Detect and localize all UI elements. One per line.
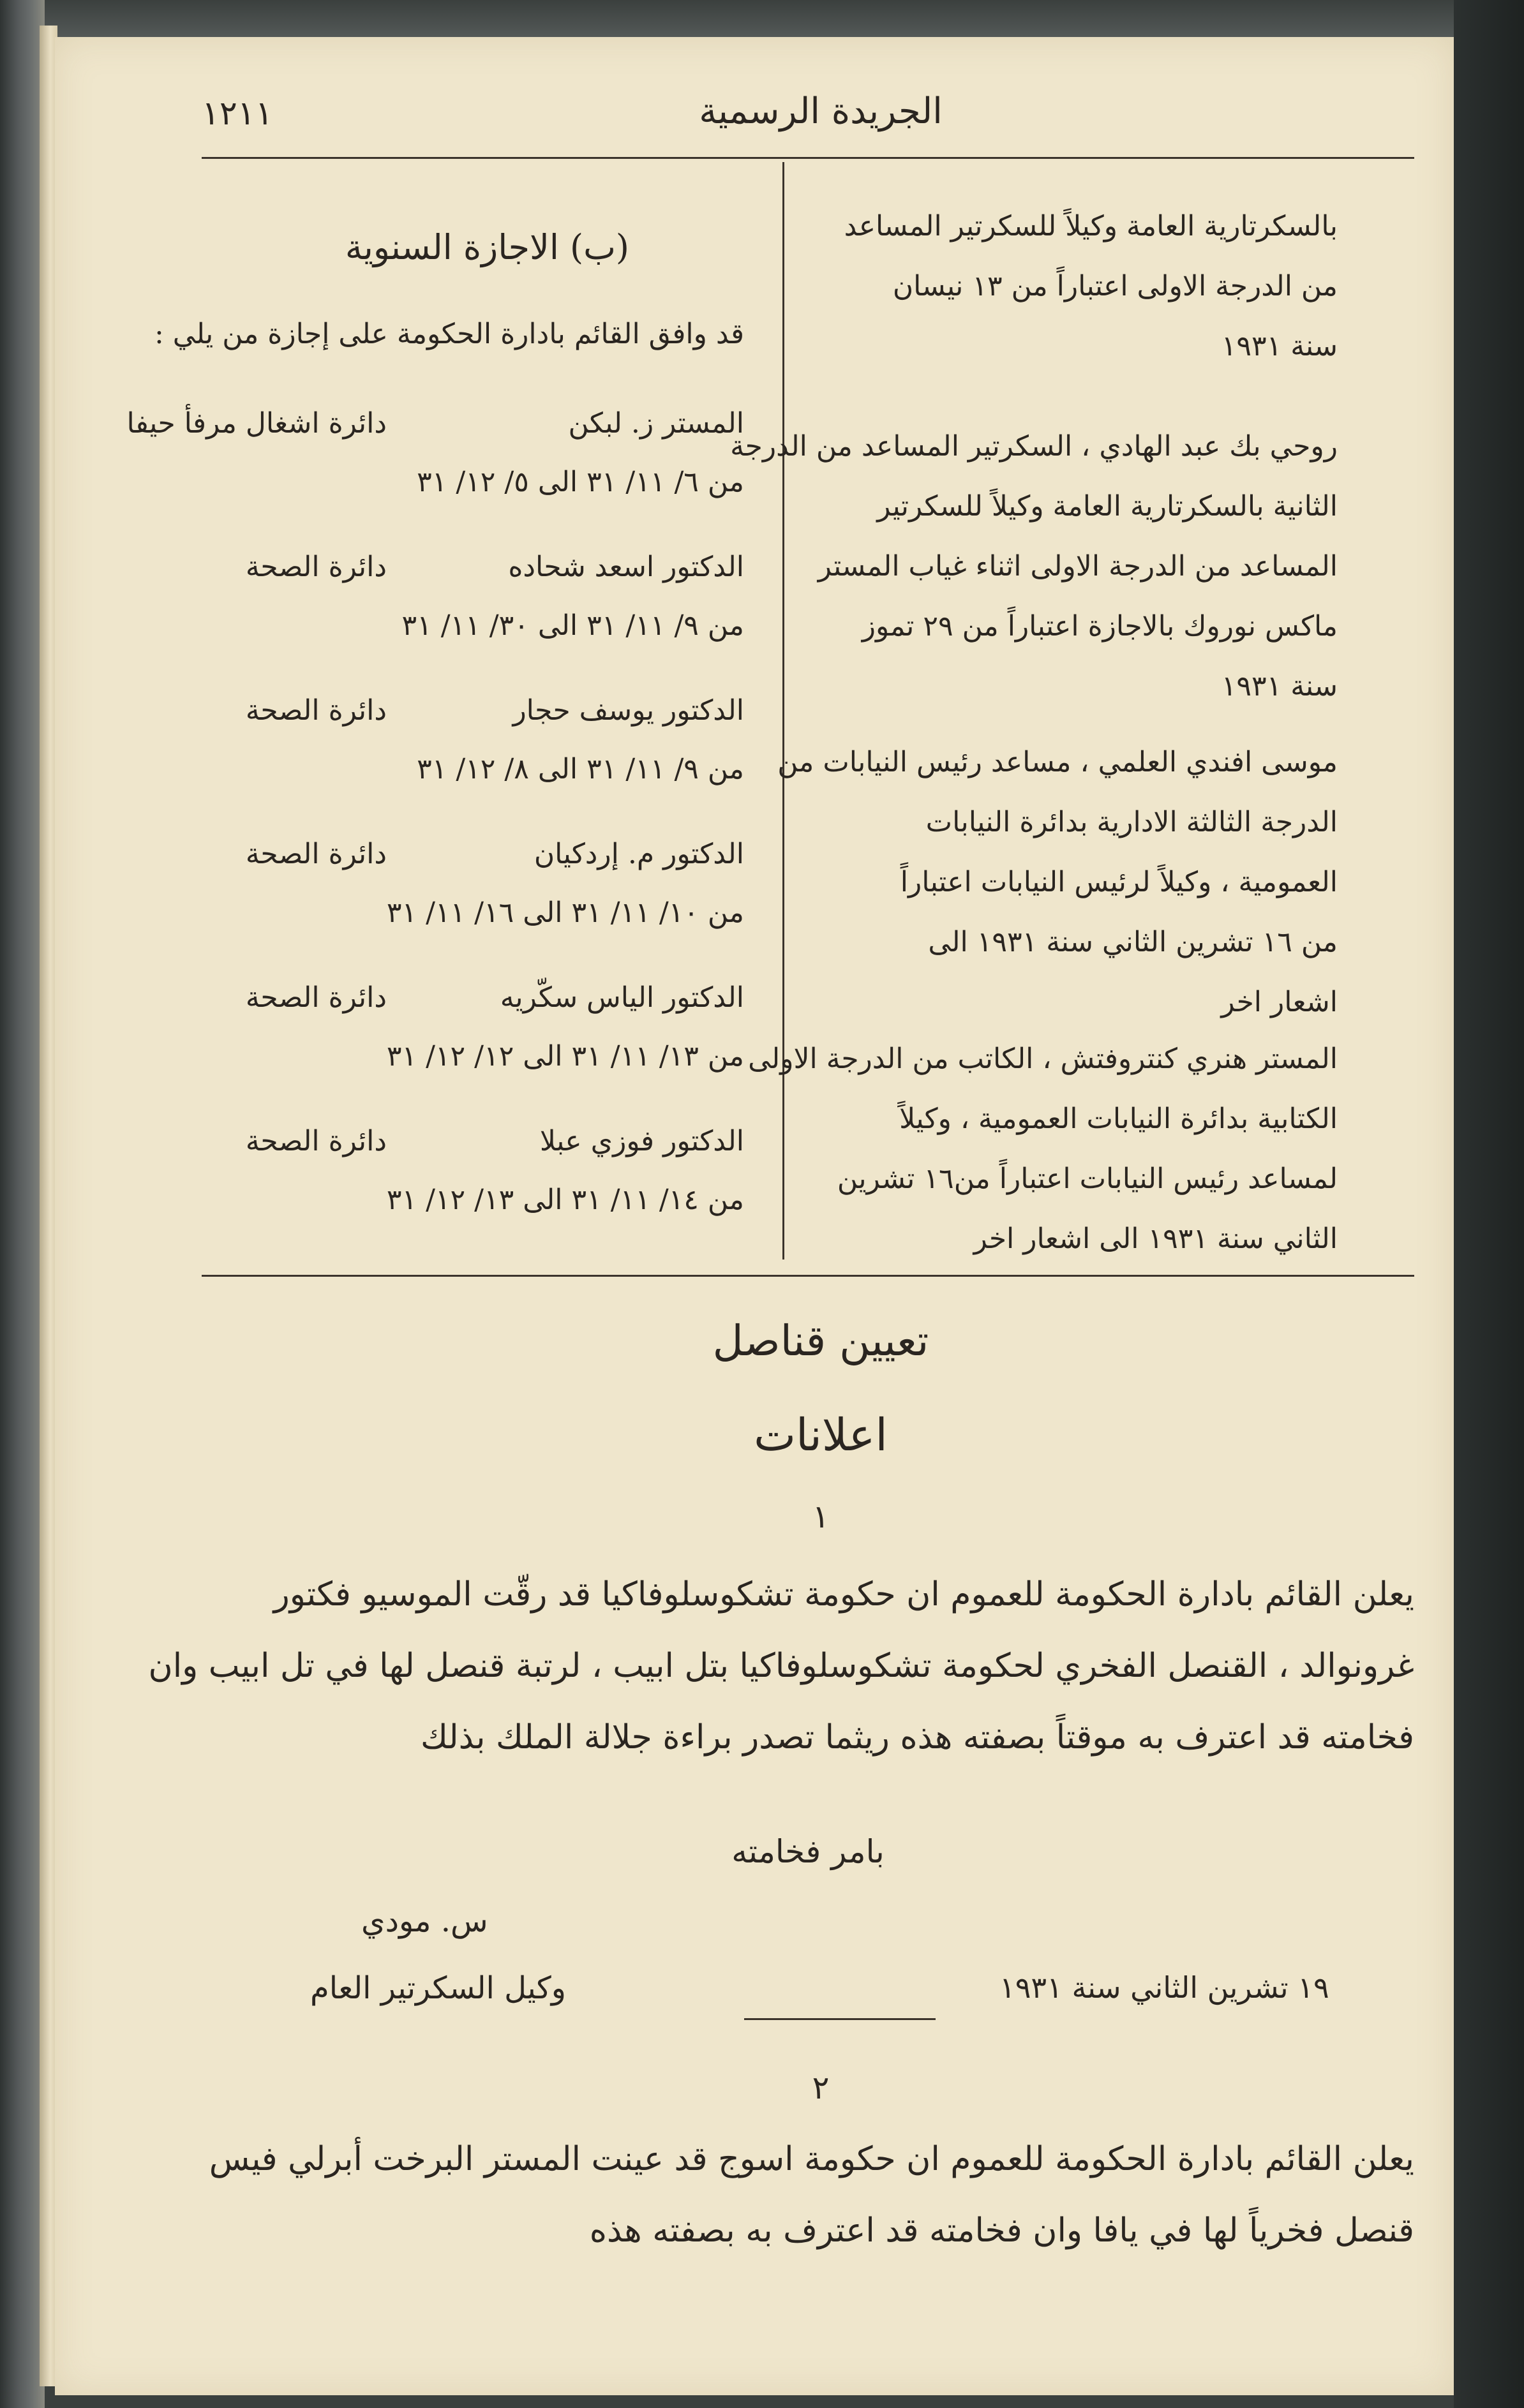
- leave-entry-department: دائرة الصحة: [245, 838, 387, 870]
- paragraph-line: سنة ١٩٣١: [1221, 670, 1338, 702]
- announcement-2-body: [209, 2123, 1414, 2266]
- leave-entry-department: دائرة الصحة: [245, 981, 387, 1014]
- paragraph-line: سنة ١٩٣١: [1221, 330, 1338, 362]
- leave-entry-dates: من ٦/ ١١/ ٣١ الى ٥/ ١٢/ ٣١: [417, 466, 744, 498]
- leave-entry: [195, 838, 744, 953]
- leave-entry-name: الدكتور م. إردكيان: [534, 838, 744, 870]
- gazette-page: [55, 37, 1454, 2395]
- paragraph-line: الدرجة الثالثة الادارية بدائرة النيابات: [925, 806, 1338, 838]
- paragraph-acting-assistant-secretary: [808, 197, 1338, 376]
- appointments-title: تعيين قناصل: [712, 1316, 929, 1365]
- book-right-edge: [1454, 0, 1524, 2408]
- leave-entry-name: المستر ز. لبكن: [568, 407, 744, 440]
- paragraph-rouhi-bey: [730, 417, 1338, 717]
- paragraph-line: روحي بك عبد الهادي ، السكرتير المساعد من الدرجة: [730, 430, 1338, 463]
- leave-entry: [126, 407, 744, 522]
- paragraph-line: الكتابية بدائرة النيابات العمومية ، وكيلاً: [899, 1103, 1338, 1135]
- page-number: ١٢١١: [202, 94, 273, 133]
- leave-entry-dates: من ١٣/ ١١/ ٣١ الى ١٢/ ١٢/ ٣١: [386, 1040, 744, 1073]
- paragraph-line: من الدرجة الاولى اعتباراً من ١٣ نيسان: [892, 270, 1338, 302]
- announcement-date: ١٩ تشرين الثاني سنة ١٩٣١: [999, 1970, 1329, 2005]
- leave-entry-name: الدكتور يوسف حجار: [512, 694, 744, 727]
- paragraph-line: لمساعد رئيس النيابات اعتباراً من١٦ تشرين: [837, 1163, 1338, 1195]
- book-binding: [0, 0, 45, 2408]
- paragraph-line: من ١٦ تشرين الثاني سنة ١٩٣١ الى: [928, 926, 1338, 958]
- leave-entry-department: دائرة الصحة: [245, 551, 387, 583]
- section-intro: قد وافق القائم بادارة الحكومة على إجازة من يلي :: [154, 318, 744, 350]
- leave-entry-dates: من ١٠/ ١١/ ٣١ الى ١٦/ ١١/ ٣١: [386, 896, 744, 929]
- signatory-title: وكيل السكرتير العام: [310, 1970, 566, 2006]
- paragraph-line: بالسكرتارية العامة وكيلاً للسكرتير المساعد: [844, 210, 1338, 242]
- paragraph-musa-alami: [777, 732, 1338, 1032]
- leave-entry-name: الدكتور فوزي عبلا: [539, 1125, 744, 1157]
- page-title: الجريدة الرسمية: [699, 91, 943, 132]
- paragraph-line: الثانية بالسكرتارية العامة وكيلاً للسكرتير: [877, 490, 1338, 523]
- paragraph-line: الثاني سنة ١٩٣١ الى اشعار اخر: [973, 1223, 1338, 1255]
- by-order: بامر فخامته: [731, 1833, 885, 1870]
- leave-entry-name: الدكتور اسعد شحاده: [508, 551, 744, 583]
- paragraph-line: المساعد من الدرجة الاولى اثناء غياب المستر: [818, 550, 1338, 583]
- announcement-line: غرونوالد ، القنصل الفخري لحكومة تشكوسلوفاكيا بتل ابيب ، لرتبة قنصل لها في تل ابيب وان: [148, 1647, 1414, 1685]
- leave-entry: [195, 551, 744, 665]
- announcement-line: فخامته قد اعترف به موقتاً بصفته هذه ريثما تصدر براءة جلالة الملك بذلك: [420, 1718, 1414, 1757]
- announcement-number: ٢: [812, 2069, 830, 2106]
- leave-entry-dates: من ٩/ ١١/ ٣١ الى ٨/ ١٢/ ٣١: [417, 753, 744, 785]
- book-top-edge: [0, 0, 1524, 40]
- leave-entry-name: الدكتور الياس سكّريه: [500, 981, 744, 1014]
- paragraph-line: اشعار اخر: [1221, 986, 1338, 1018]
- announcement-line: قنصل فخرياً لها في يافا وان فخامته قد اعترف به بصفته هذه: [589, 2211, 1414, 2250]
- leave-entry-department: دائرة الصحة: [245, 1125, 387, 1157]
- leave-entry-dates: من ٩/ ١١/ ٣١ الى ٣٠/ ١١/ ٣١: [401, 609, 744, 642]
- leave-entry-dates: من ١٤/ ١١/ ٣١ الى ١٣/ ١٢/ ٣١: [386, 1184, 744, 1216]
- leave-entry: [195, 981, 744, 1096]
- paragraph-line: المستر هنري كنتروفتش ، الكاتب من الدرجة الاولى: [748, 1043, 1338, 1075]
- signatory-name: س. مودي: [361, 1903, 488, 1939]
- announcement-separator: [744, 2018, 936, 2020]
- section-divider: [202, 1275, 1414, 1277]
- announcement-line: يعلن القائم بادارة الحكومة للعموم ان حكومة اسوج قد عينت المستر البرخت أبرلي فيس: [209, 2140, 1414, 2178]
- leave-entry: [195, 694, 744, 809]
- announcement-line: يعلن القائم بادارة الحكومة للعموم ان حكومة تشكوسلوفاكيا قد رقّت الموسيو فكتور: [273, 1575, 1414, 1614]
- leave-entry-department: دائرة الصحة: [245, 694, 387, 727]
- paragraph-line: العمومية ، وكيلاً لرئيس النيابات اعتباراً: [900, 866, 1338, 898]
- announcement-1-body: [148, 1559, 1414, 1773]
- paragraph-line: ماكس نوروك بالاجازة اعتباراً من ٢٩ تموز: [862, 610, 1338, 643]
- leave-entry-department: دائرة اشغال مرفأ حيفا: [126, 407, 387, 440]
- header-rule: [202, 157, 1414, 159]
- paragraph-line: موسى افندي العلمي ، مساعد رئيس النيابات من: [777, 746, 1338, 778]
- announcements-title: اعلانات: [754, 1409, 888, 1461]
- announcement-number: ١: [812, 1498, 830, 1535]
- paragraph-henry-kantrovitch: [748, 1029, 1338, 1269]
- column-divider: [782, 162, 784, 1260]
- section-title-annual-leave: (ب) الاجازة السنوية: [345, 227, 629, 267]
- leave-entry: [195, 1125, 744, 1240]
